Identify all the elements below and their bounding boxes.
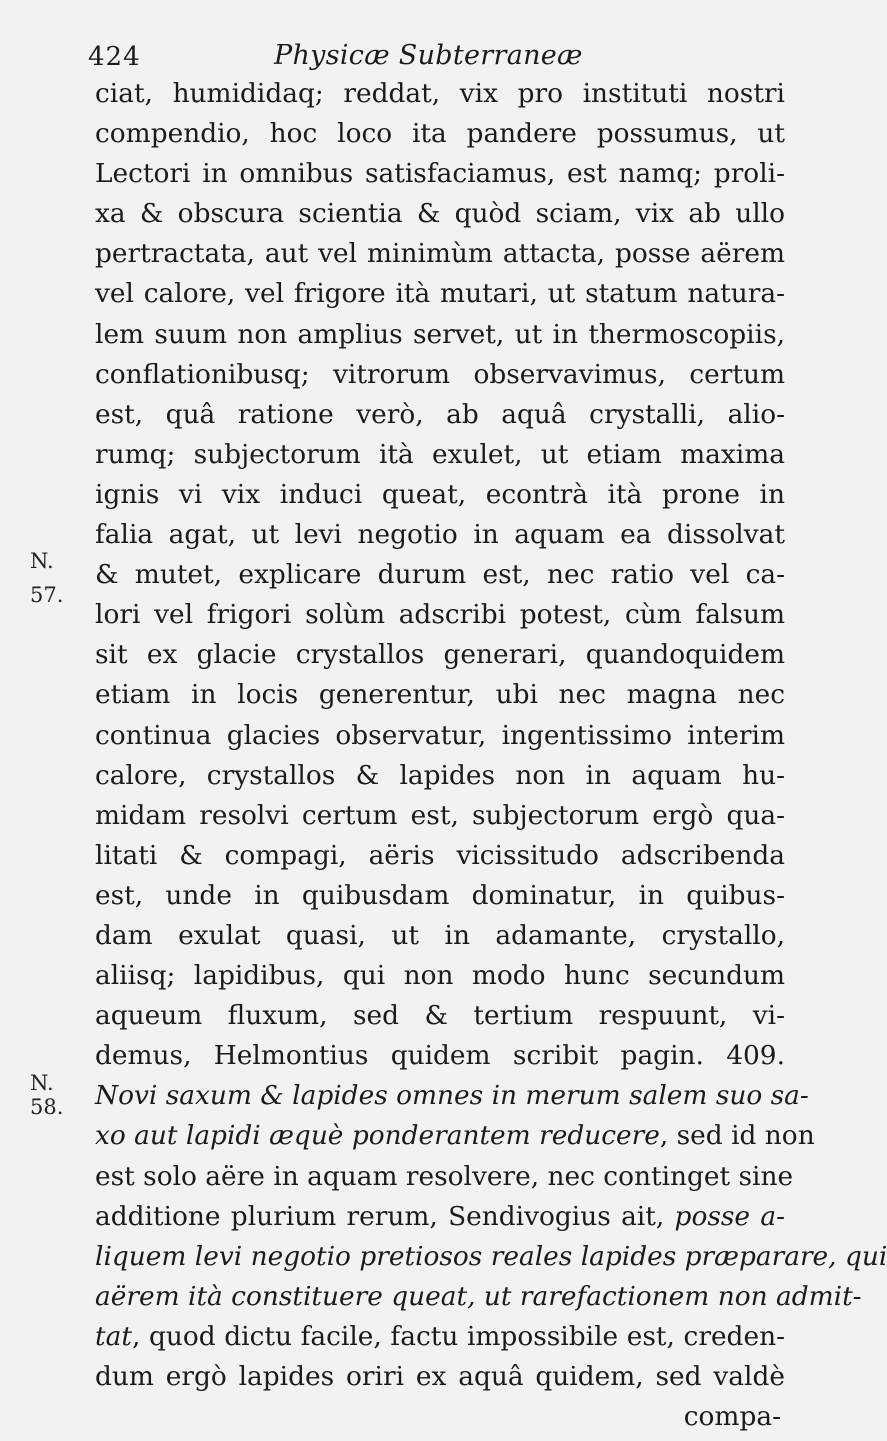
text-line bbox=[95, 1036, 785, 1076]
text-segment: etiam in locis generentur, ubi nec magna nec bbox=[95, 679, 785, 711]
text-segment: ignis vi vix induci queat, econtrà ità prone in bbox=[95, 478, 785, 510]
text-segment: & mutet, explicare durum est, nec ratio vel ca- bbox=[95, 559, 785, 591]
text-segment: conflationibusq; vitrorum observavimus, certum bbox=[95, 358, 785, 390]
margin-note-number: 58. bbox=[30, 1095, 64, 1119]
text-segment: xa & obscura scientia & quòd sciam, vix ab ullo bbox=[95, 198, 785, 230]
text-segment: sit ex glacie crystallos generari, quandoquidem bbox=[95, 639, 785, 671]
text-segment: rumq; subjectorum ità exulet, ut etiam maxima bbox=[95, 438, 785, 470]
text-line bbox=[95, 675, 785, 715]
body-text bbox=[95, 74, 887, 1437]
text-segment: , sed id non bbox=[659, 1120, 815, 1152]
text-line bbox=[95, 716, 785, 756]
text-line bbox=[95, 355, 785, 395]
text-line bbox=[95, 635, 785, 675]
text-segment: midam resolvi certum est, subjectorum ergò qua- bbox=[95, 799, 785, 831]
text-line bbox=[95, 836, 785, 876]
text-line bbox=[95, 595, 785, 635]
italic-text: Novi saxum & lapides omnes in merum salem suo sa- bbox=[95, 1080, 809, 1112]
text-line bbox=[95, 1237, 887, 1277]
text-segment: aliisq; lapidibus, qui non modo hunc secundum bbox=[95, 960, 785, 992]
text-line bbox=[95, 1397, 785, 1437]
text-line bbox=[95, 274, 785, 314]
text-line bbox=[95, 475, 785, 515]
text-line bbox=[95, 114, 785, 154]
italic-text: aërem ità constituere queat, ut rarefactionem non admit- bbox=[95, 1280, 862, 1312]
text-line bbox=[95, 395, 785, 435]
text-line bbox=[95, 1076, 809, 1116]
italic-text: xo aut lapidi æquè ponderantem reducere bbox=[95, 1120, 660, 1152]
text-segment: compendio, hoc loco ita pandere possumus, ut bbox=[95, 118, 785, 150]
text-segment: lem suum non amplius servet, ut in thermoscopiis, bbox=[95, 318, 785, 350]
text-segment: compa- bbox=[683, 1401, 781, 1433]
text-line bbox=[95, 916, 785, 956]
text-line bbox=[95, 515, 785, 555]
text-segment: Lectori in omnibus satisfaciamus, est namq; proli- bbox=[95, 158, 785, 190]
text-segment: demus, Helmontius quidem scribit pagin. 409. bbox=[95, 1040, 785, 1072]
text-segment: falia agat, ut levi negotio in aquam ea dissolvat bbox=[95, 519, 785, 551]
text-line bbox=[95, 74, 785, 114]
page-number: 424 bbox=[88, 42, 141, 72]
text-line bbox=[95, 876, 785, 916]
text-segment: ciat, humididaq; reddat, vix pro instituti nostri bbox=[95, 78, 785, 109]
text-segment: additione plurium rerum, Sendivogius ait, bbox=[95, 1200, 675, 1232]
text-line bbox=[95, 154, 785, 194]
text-segment: dam exulat quasi, ut in adamante, crystallo, bbox=[95, 919, 785, 951]
text-segment: est, quâ ratione verò, ab aquâ crystalli, alio- bbox=[95, 398, 785, 430]
margin-note-57 bbox=[30, 550, 63, 606]
text-line bbox=[95, 1116, 815, 1156]
text-line bbox=[95, 996, 785, 1036]
text-line bbox=[95, 1157, 794, 1197]
text-segment: est, unde in quibusdam dominatur, in quibus- bbox=[95, 879, 785, 911]
text-segment: dum ergò lapides oriri ex aquâ quidem, sed valdè bbox=[95, 1361, 785, 1392]
text-segment: lori vel frigori solùm adscribi potest, cùm falsum bbox=[95, 599, 785, 631]
text-segment: vel calore, vel frigore ità mutari, ut statum natura- bbox=[95, 278, 785, 310]
text-segment: pertractata, aut vel minimùm attacta, posse aërem bbox=[95, 238, 785, 270]
text-line bbox=[95, 956, 785, 996]
text-line bbox=[95, 1197, 785, 1237]
text-segment: est solo aëre in aquam resolvere, nec continget sine bbox=[95, 1160, 794, 1192]
text-segment: litati & compagi, aëris vicissitudo adscribenda bbox=[95, 839, 785, 871]
text-line bbox=[95, 796, 785, 836]
text-segment: , quod dictu facile, factu impossibile est, creden- bbox=[131, 1320, 785, 1352]
margin-note-58 bbox=[30, 1072, 63, 1118]
text-segment: continua glacies observatur, ingentissimo interim bbox=[95, 719, 785, 751]
text-line bbox=[95, 315, 785, 355]
margin-note-number: 57. bbox=[30, 583, 64, 607]
italic-text: liquem levi negotio pretiosos reales lapides præparare, qui bbox=[95, 1240, 887, 1272]
text-segment: calore, crystallos & lapides non in aquam hu- bbox=[95, 759, 785, 791]
text-line bbox=[95, 1357, 785, 1397]
text-line bbox=[95, 1317, 785, 1357]
margin-note-marker: N. bbox=[30, 1071, 54, 1095]
text-line bbox=[95, 234, 785, 274]
margin-note-marker: N. bbox=[30, 549, 54, 573]
italic-text: posse a- bbox=[674, 1200, 785, 1232]
text-line bbox=[95, 194, 785, 234]
italic-text: tat bbox=[95, 1320, 132, 1352]
text-segment: aqueum fluxum, sed & tertium respuunt, vi- bbox=[95, 1000, 785, 1032]
running-title: Physicæ Subterraneæ bbox=[274, 40, 583, 71]
text-line bbox=[95, 555, 785, 595]
text-line bbox=[95, 756, 785, 796]
text-line bbox=[95, 1277, 862, 1317]
text-line bbox=[95, 435, 785, 475]
